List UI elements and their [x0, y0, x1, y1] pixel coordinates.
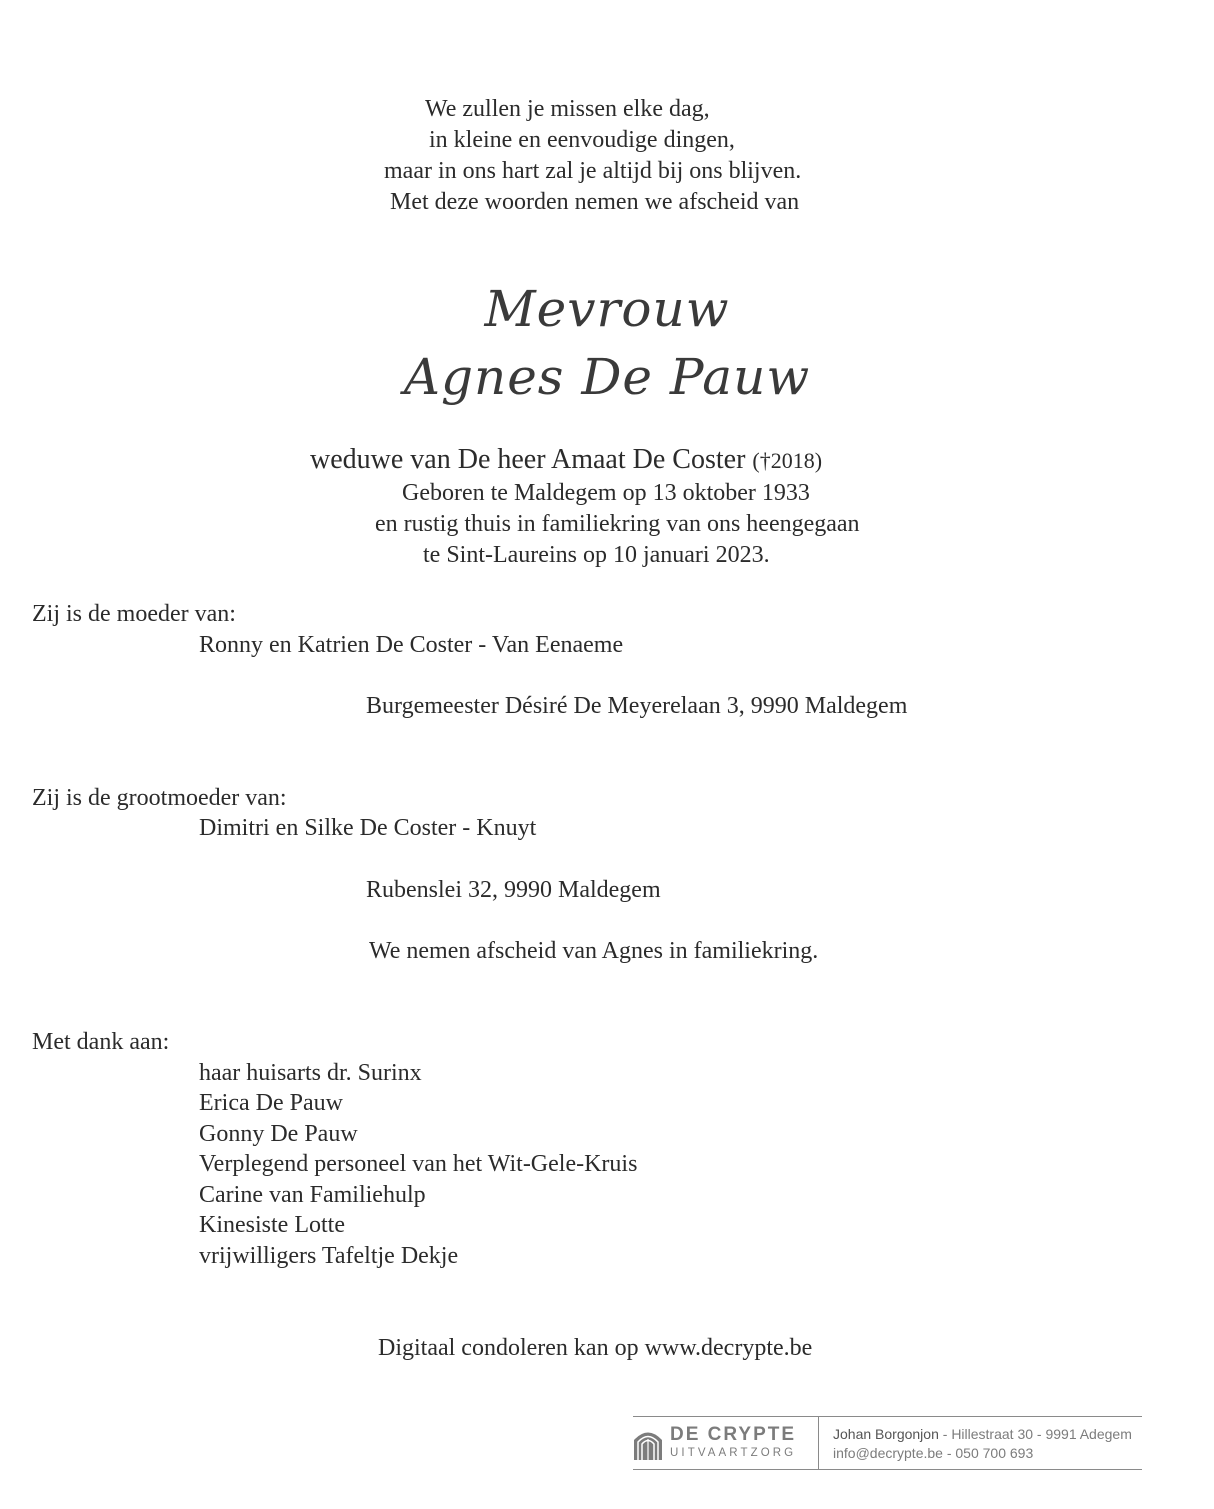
- contact-address: - Hillestraat 30 - 9991 Adegem: [938, 1426, 1132, 1442]
- widow-line: [310, 444, 822, 476]
- poem-line-2: in kleine en eenvoudige dingen,: [429, 127, 735, 153]
- condolence-line: Digitaal condoleren kan op www.decrypte.be: [378, 1335, 813, 1361]
- footer-bottom-rule: [633, 1469, 1142, 1470]
- mother-names: Ronny en Katrien De Coster - Van Eenaeme: [199, 632, 624, 658]
- mother-heading: Zij is de moeder van:: [32, 601, 236, 627]
- deceased-title: Mevrouw: [484, 280, 730, 338]
- thanks-heading: Met dank aan:: [32, 1029, 170, 1055]
- widow-text: weduwe van De heer Amaat De Coster: [310, 444, 746, 475]
- thanks-item: Erica De Pauw: [199, 1090, 343, 1116]
- grandmother-heading: Zij is de grootmoeder van:: [32, 785, 287, 811]
- thanks-item: vrijwilligers Tafeltje Dekje: [199, 1243, 459, 1269]
- thanks-item: Kinesiste Lotte: [199, 1212, 345, 1238]
- passing-place-line: te Sint-Laureins op 10 januari 2023.: [423, 542, 770, 568]
- poem-line-3: maar in ons hart zal je altijd bij ons blijven.: [384, 158, 802, 184]
- grandmother-names: Dimitri en Silke De Coster - Knuyt: [199, 815, 537, 841]
- birth-line: Geboren te Maldegem op 13 oktober 1933: [402, 480, 810, 506]
- contact-line-1: [833, 1426, 1132, 1442]
- logo-main-text: DE CRYPTE: [670, 1424, 797, 1445]
- contact-line-2: info@decrypte.be - 050 700 693: [833, 1445, 1034, 1461]
- widow-note: (†2018): [752, 448, 823, 473]
- grandmother-address: Rubenslei 32, 9990 Maldegem: [366, 877, 661, 903]
- footer-separator: [818, 1416, 819, 1470]
- contact-name: Johan Borgonjon: [833, 1426, 939, 1442]
- thanks-item: Verplegend personeel van het Wit-Gele-Kruis: [199, 1151, 638, 1177]
- logo-sub-text: UITVAARTZORG: [670, 1447, 797, 1459]
- crypte-logo-icon: [633, 1427, 663, 1461]
- poem-line-4: Met deze woorden nemen we afscheid van: [390, 189, 800, 215]
- mother-address: Burgemeester Désiré De Meyerelaan 3, 9990 Maldegem: [366, 693, 908, 719]
- deceased-name: Agnes De Pauw: [403, 348, 811, 406]
- thanks-item: haar huisarts dr. Surinx: [199, 1060, 422, 1086]
- passing-line: en rustig thuis in familiekring van ons heengegaan: [375, 511, 860, 537]
- farewell-line: We nemen afscheid van Agnes in familiekring.: [369, 938, 819, 964]
- thanks-item: Gonny De Pauw: [199, 1121, 358, 1147]
- poem-line-1: We zullen je missen elke dag,: [425, 96, 710, 122]
- footer-top-rule: [633, 1416, 1142, 1417]
- thanks-item: Carine van Familiehulp: [199, 1182, 426, 1208]
